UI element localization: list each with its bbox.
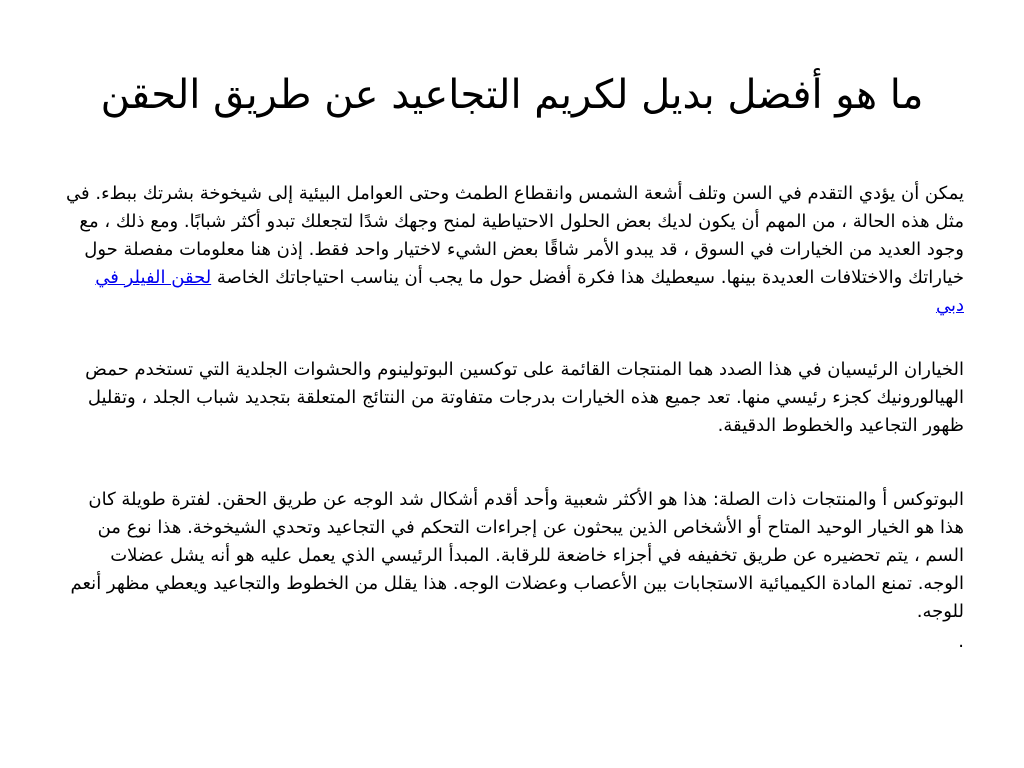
slide-title: ما هو أفضل بديل لكريم التجاعيد عن طريق الحقن — [100, 72, 924, 118]
filler-dubai-link[interactable]: لحقن الفيلر في دبي — [95, 267, 964, 316]
paragraph-dot: . — [958, 631, 964, 652]
paragraph-intro-text: يمكن أن يؤدي التقدم في السن وتلف أشعة الشمس وانقطاع الطمث وحتى العوامل البيئية إلى شيخوخة بشرتك ببطء. في مثل هذه الحالة ، من المهم أن يكون لديك بعض الحلول الاحتياطية لمنح وجهك شدًا لتجعلك تبدو أكثر شبابًا. ومع ذلك ، مع وجود العديد من الخيارات في السوق ، قد يبدو الأمر شاقًا بعض الشيء لاختيار واحد فقط. إذن هنا معلومات مفصلة حول خياراتك والاختلافات العديدة بينها. سيعطيك هذا فكرة أفضل حول ما يجب أن يناسب احتياجاتك الخاصة — [66, 183, 964, 288]
slide-body — [66, 180, 964, 656]
paragraph-botox: البوتوكس أ والمنتجات ذات الصلة: هذا هو الأكثر شعبية وأحد أقدم أشكال شد الوجه عن طريق الحقن. لفترة طويلة كان هذا هو الخيار الوحيد المتاح أو الأشخاص الذين يبحثون عن إجراءات التحكم في التجاعيد وتحدي الشيخوخة. هذا نوع من السم ، يتم تحضيره عن طريق تخفيفه في أجزاء خاضعة للرقابة. المبدأ الرئيسي الذي يعمل عليه هو أنه يشل عضلات الوجه. تمنع المادة الكيميائية الاستجابات بين الأعصاب وعضلات الوجه. هذا يقلل من الخطوط والتجاعيد ويعطي مظهر أنعم للوجه. — [70, 489, 964, 622]
paragraph-options: الخياران الرئيسيان في هذا الصدد هما المنتجات القائمة على توكسين البوتولينوم والحشوات الجلدية التي تستخدم حمض الهيالورونيك كجزء رئيسي منها. تعد جميع هذه الخيارات بدرجات متفاوتة من النتائج المتعلقة بتجديد شباب الجلد ، وتقليل ظهور التجاعيد والخطوط الدقيقة. — [85, 359, 964, 436]
paragraph-intro — [66, 180, 964, 320]
